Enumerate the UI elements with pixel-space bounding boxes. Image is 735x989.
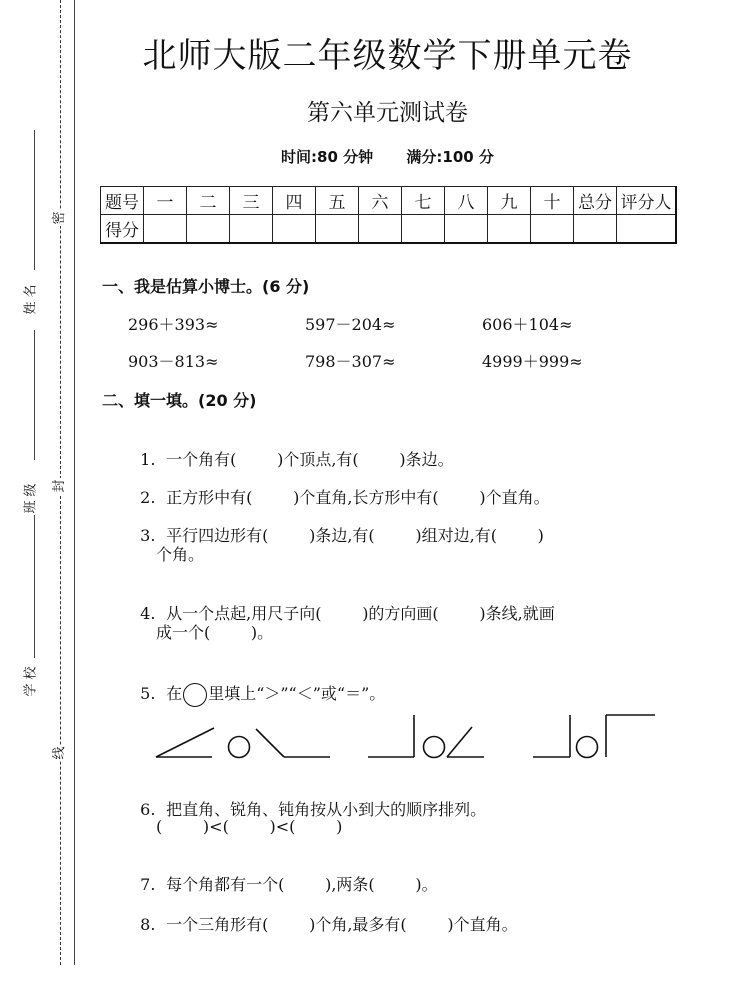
score-input-cell[interactable]: [402, 215, 445, 244]
estimate-item: 903－813≈: [128, 352, 219, 371]
circle-icon: [183, 683, 207, 707]
table-cell: 五: [316, 187, 359, 215]
table-cell: 一: [144, 187, 187, 215]
estimate-item: 798－307≈: [305, 352, 396, 371]
table-cell: 三: [230, 187, 273, 215]
acute-angle-icon: [156, 728, 214, 757]
name-label: 姓名: [23, 280, 39, 315]
compare-circle-input[interactable]: [577, 737, 598, 758]
question-8: 8. 一个三角形有( )个角,最多有( )个直角。: [140, 915, 518, 934]
school-field-line[interactable]: [34, 515, 35, 658]
right-angle-icon: [368, 715, 414, 757]
score-input-cell[interactable]: [316, 215, 359, 244]
angle-comparison-figures: [150, 705, 670, 765]
question-1: 1. 一个角有( )个顶点,有( )条边。: [140, 450, 454, 469]
question-6: 6. 把直角、锐角、钝角按从小到大的顺序排列。: [140, 800, 487, 819]
estimate-item: 606＋104≈: [482, 315, 573, 334]
question-5: 5. 在 里填上“＞”“＜”或“＝”。: [130, 662, 385, 707]
table-cell: 六: [359, 187, 402, 215]
compare-circle-input[interactable]: [229, 737, 250, 758]
section2-heading: 二、填一填。(20 分): [102, 391, 257, 410]
table-cell: 八: [445, 187, 488, 215]
school-label: 学校: [23, 662, 39, 697]
table-cell: 四: [273, 187, 316, 215]
estimate-item: 296＋393≈: [128, 315, 219, 334]
margin-rule: [74, 0, 75, 965]
right-angle-icon: [533, 715, 570, 757]
question-3: 3. 平行四边形有( )条边,有( )组对边,有( ): [140, 526, 544, 545]
table-cell: 评分人: [617, 187, 677, 215]
table-cell: 题号: [101, 187, 144, 215]
class-field-line[interactable]: [34, 330, 35, 460]
table-cell: 总分: [574, 187, 617, 215]
score-input-cell[interactable]: [359, 215, 402, 244]
full-score: 满分:100 分: [406, 148, 494, 166]
score-table: [100, 186, 677, 244]
question-7: 7. 每个角都有一个( ),两条( )。: [140, 875, 438, 894]
seal-word-mi: 密: [52, 211, 67, 225]
estimate-item: 597－204≈: [305, 315, 396, 334]
table-cell: 得分: [101, 215, 144, 244]
table-cell: 九: [488, 187, 531, 215]
class-label: 班级: [23, 479, 39, 514]
score-input-cell[interactable]: [617, 215, 677, 244]
estimate-item: 4999＋999≈: [482, 352, 583, 371]
question-4: 4. 从一个点起,用尺子向( )的方向画( )条线,就画: [140, 604, 555, 623]
question-3-continued: 个角。: [156, 545, 205, 564]
seal-word-feng: 封: [52, 479, 67, 493]
question-2: 2. 正方形中有( )个直角,长方形中有( )个直角。: [140, 488, 550, 507]
score-input-cell[interactable]: [574, 215, 617, 244]
exam-meta: [0, 146, 735, 167]
score-input-cell[interactable]: [445, 215, 488, 244]
score-table-header-row: [101, 187, 677, 215]
seal-word-xian: 线: [52, 746, 67, 760]
score-input-cell[interactable]: [144, 215, 187, 244]
time-limit: 时间:80 分钟: [281, 148, 374, 166]
question-4-continued: 成一个( )。: [156, 623, 274, 642]
question-6-continued: ( )<( )<( ): [156, 817, 343, 836]
table-cell: 十: [531, 187, 574, 215]
table-cell: 七: [402, 187, 445, 215]
page-title: 北师大版二年级数学下册单元卷: [142, 36, 633, 76]
page-subtitle: 第六单元测试卷: [307, 100, 468, 126]
score-input-cell[interactable]: [531, 215, 574, 244]
score-input-cell[interactable]: [230, 215, 273, 244]
section1-heading: 一、我是估算小博士。(6 分): [102, 277, 310, 296]
acute-angle-icon: [447, 727, 484, 757]
table-cell: 二: [187, 187, 230, 215]
score-input-cell[interactable]: [273, 215, 316, 244]
obtuse-angle-icon: [256, 729, 330, 757]
compare-circle-input[interactable]: [424, 737, 445, 758]
score-input-cell[interactable]: [488, 215, 531, 244]
score-table-score-row: [101, 215, 677, 244]
score-input-cell[interactable]: [187, 215, 230, 244]
right-angle-icon: [606, 715, 655, 757]
